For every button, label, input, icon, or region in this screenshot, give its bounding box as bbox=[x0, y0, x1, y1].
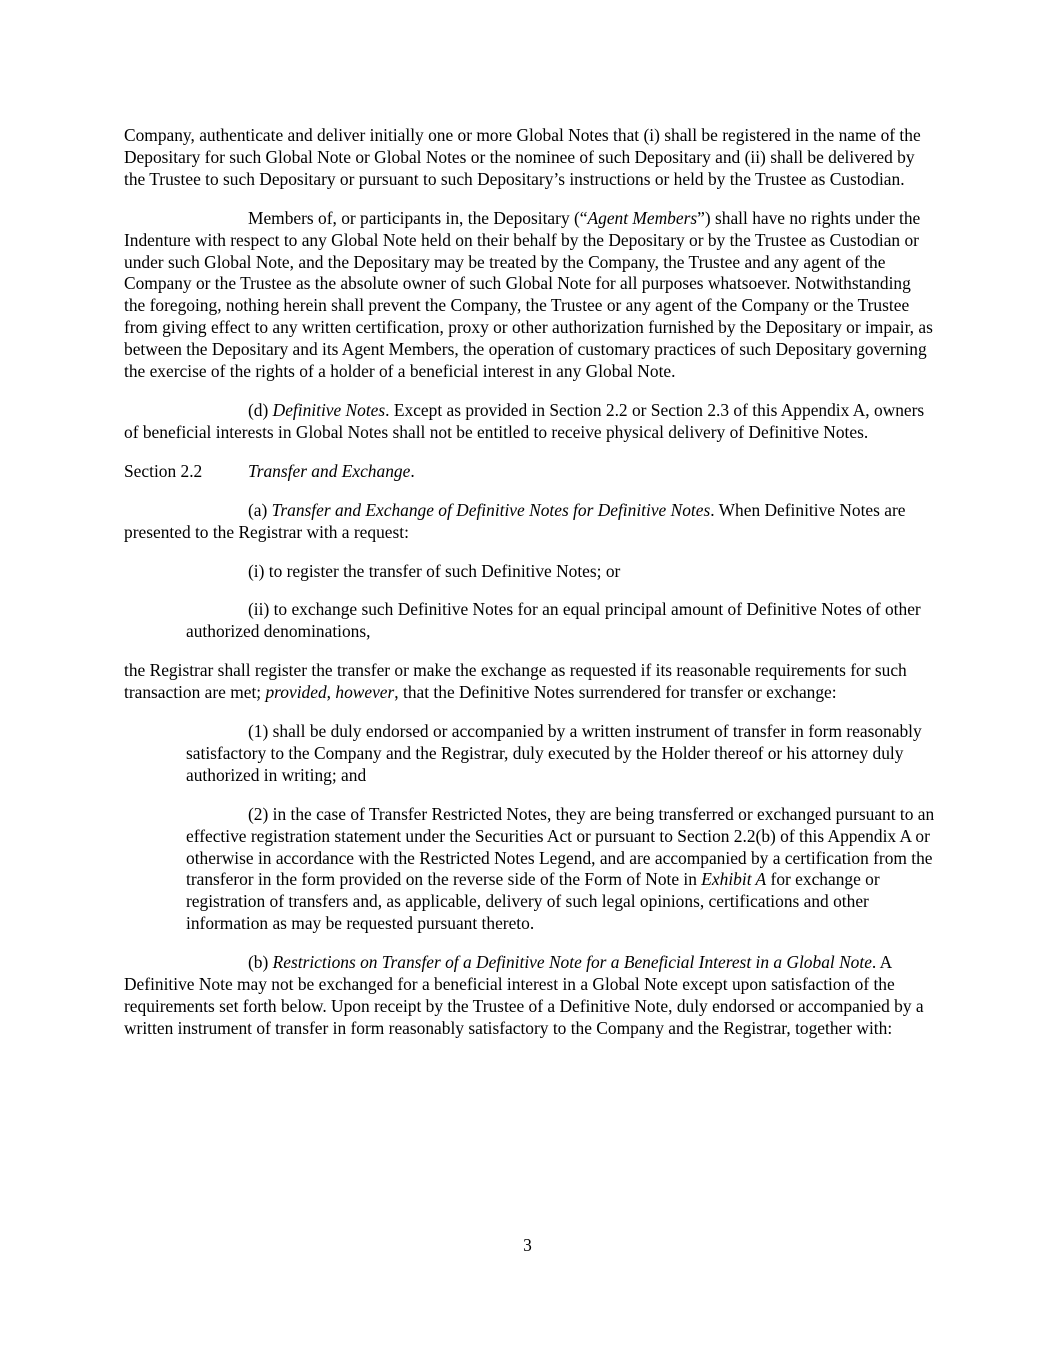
subsection-title-b: Restrictions on Transfer of a Definitive Note for a Beneficial Interest in a Global Note bbox=[272, 952, 872, 973]
paragraph-transfer-exchange-definitive: (a) Transfer and Exchange of Definitive Notes for Definitive Notes. When Definitive Notes are presented to the Registrar with a request: bbox=[124, 499, 906, 542]
section-title: Transfer and Exchange bbox=[248, 460, 411, 481]
subsection-title-definitive-notes: Definitive Notes bbox=[272, 399, 386, 420]
paragraph-registrar-requirements: the Registrar shall register the transfer or make the exchange as requested if its reasonable requirements for such transaction are met; provided, however, that the Definitive Notes surrendered for transfer or exchange: bbox=[124, 660, 907, 703]
list-item-1: (1) shall be duly endorsed or accompanied by a written instrument of transfer in form reasonably satisfactory to the Company and the Registrar, duly executed by the Holder thereof or his attorney duly authorized in writing; and bbox=[186, 721, 922, 785]
list-item-i: (i) to register the transfer of such Definitive Notes; or bbox=[248, 560, 621, 581]
exhibit-reference: Exhibit A bbox=[701, 869, 767, 890]
list-item-2: (2) in the case of Transfer Restricted Notes, they are being transferred or exchanged pursuant to an effective registration statement under the Securities Act or pursuant to Section 2.2(b) of this Appendix A or otherwise in accordance with the Restricted Notes Legend, and are accompanied by a certification from the transferor in the form provided on the reverse side of the Form of Note in Exhibit A for exchange or registration of transfers and, as applicable, delivery of such legal opinions, certifications and other information as may be requested pursuant thereto. bbox=[186, 803, 935, 934]
section-heading: Section 2.2 Transfer and Exchange. bbox=[124, 460, 415, 481]
paragraph-definitive-notes: (d) Definitive Notes. Except as provided in Section 2.2 or Section 2.3 of this Appendix A, owners of beneficial interests in Global Notes shall not be entitled to receive physical delivery of Definitive Notes. bbox=[124, 399, 925, 442]
page-number: 3 bbox=[523, 1235, 532, 1255]
list-item-ii: (ii) to exchange such Definitive Notes for an equal principal amount of Definitive Notes of other authorized denominations, bbox=[186, 599, 921, 642]
section-number: Section 2.2 bbox=[124, 460, 203, 481]
defined-term-agent-members: Agent Members bbox=[587, 207, 698, 228]
paragraph-global-notes-delivery: Company, authenticate and deliver initially one or more Global Notes that (i) shall be registered in the name of the Depositary for such Global Note or Global Notes or the nominee of such Depositary and (ii) shall be delivered by the Trustee to such Depositary or pursuant to such Depositary’s instructions or held by the Trustee as Custodian. bbox=[124, 125, 921, 189]
paragraph-restrictions-on-transfer: (b) Restrictions on Transfer of a Definitive Note for a Beneficial Interest in a Global Note. A Definitive Note may not be exchanged for a beneficial interest in a Global Note except upon satisfaction of the requirements set forth below. Upon receipt by the Trustee of a Definitive Note, duly endorsed or accompanied by a written instrument of transfer in form reasonably satisfactory to the Company and the Registrar, together with: bbox=[124, 952, 924, 1038]
paragraph-agent-members: Members of, or participants in, the Depositary (“Agent Members”) shall have no rights under the Indenture with respect to any Global Note held on their behalf by the Depositary or by the Trustee as Custodian or under such Global Note, and the Depositary may be treated by the Company, the Trustee and any agent of the Company or the Trustee as the absolute owner of such Global Note for all purposes whatsoever. Notwithstanding the foregoing, nothing herein shall prevent the Company, the Trustee or any agent of the Company or the Trustee from giving effect to any written certification, proxy or other authorization furnished by the Depositary or impair, as between the Depositary and its Agent Members, the operation of customary practices of such Depositary governing the exercise of the rights of a holder of a beneficial interest in any Global Note. bbox=[124, 207, 933, 382]
subsection-title-a: Transfer and Exchange of Definitive Notes for Definitive Notes bbox=[271, 499, 711, 520]
